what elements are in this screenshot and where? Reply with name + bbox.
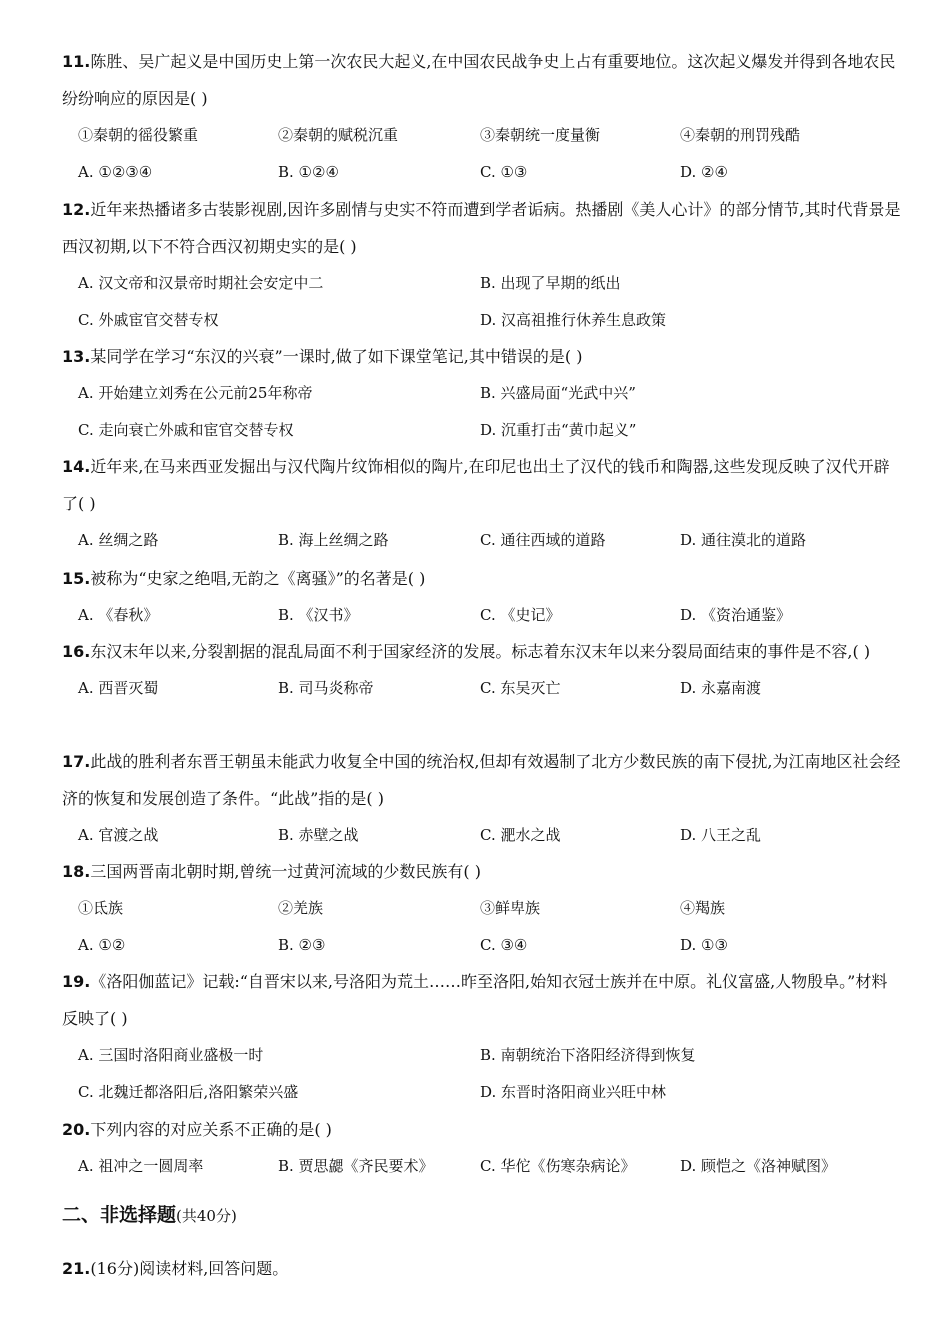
statement-item: ③鲜卑族 xyxy=(480,899,541,917)
option-a: A. 丝绸之路 xyxy=(78,531,159,549)
question-12 xyxy=(62,191,902,339)
option-d: D. ①③ xyxy=(680,936,728,954)
option-b: B. 《汉书》 xyxy=(278,606,359,624)
option-row xyxy=(62,1148,902,1185)
option-d: D. ②④ xyxy=(680,163,728,181)
question-21 xyxy=(62,1250,902,1287)
option-c: C. ①③ xyxy=(480,163,528,181)
option-b: B. 兴盛局面“光武中兴” xyxy=(480,384,636,402)
option-row xyxy=(62,670,902,707)
question-text: 《洛阳伽蓝记》记载:“自晋宋以来,号洛阳为荒土……昨至洛阳,始知衣冠士族并在中原。礼仪富盛,人物殷阜。”材料反映了( ) xyxy=(62,972,888,1028)
option-d: D. 东晋时洛阳商业兴旺中林 xyxy=(480,1083,667,1101)
question-text: 被称为“史家之绝唱,无韵之《离骚》”的名著是( ) xyxy=(90,569,426,588)
option-a: A. 祖冲之一圆周率 xyxy=(78,1157,204,1175)
question-text: 下列内容的对应关系不正确的是( ) xyxy=(90,1120,332,1139)
option-d: D. 通往漠北的道路 xyxy=(680,531,807,549)
option-b: B. 出现了早期的纸出 xyxy=(480,274,621,292)
question-number: 18. xyxy=(62,862,91,881)
section-heading xyxy=(62,1200,237,1227)
option-c: C. 华佗《伤寒杂病论》 xyxy=(480,1157,636,1175)
statement-item: ②秦朝的赋税沉重 xyxy=(278,126,399,144)
option-c: C. 淝水之战 xyxy=(480,826,561,844)
option-b: B. 贾思勰《齐民要术》 xyxy=(278,1157,434,1175)
option-row xyxy=(62,522,902,559)
section-score-note: (共40分) xyxy=(176,1207,237,1225)
question-text: 近年来,在马来西亚发掘出与汉代陶片纹饰相似的陶片,在印尼也出土了汉代的钱币和陶器,这些发现反映了汉代开辟了( ) xyxy=(62,457,890,513)
option-d: D. 永嘉南渡 xyxy=(680,679,762,697)
question-number: 20. xyxy=(62,1120,91,1139)
question-number: 17. xyxy=(62,752,91,771)
question-stem xyxy=(62,963,902,1037)
question-number: 11. xyxy=(62,52,91,71)
question-text: 陈胜、吴广起义是中国历史上第一次农民大起义,在中国农民战争史上占有重要地位。这次起义爆发并得到各地农民纷纷响应的原因是( ) xyxy=(62,52,896,108)
option-d: D. 《资治通鉴》 xyxy=(680,606,792,624)
option-c: C. 外戚宦官交替专权 xyxy=(78,311,219,329)
option-row xyxy=(62,1074,902,1111)
option-b: B. 南朝统治下洛阳经济得到恢复 xyxy=(480,1046,696,1064)
option-d: D. 八王之乱 xyxy=(680,826,762,844)
question-stem xyxy=(62,560,902,597)
question-stem xyxy=(62,1111,902,1148)
option-b: B. 赤壁之战 xyxy=(278,826,359,844)
question-20 xyxy=(62,1111,902,1185)
statement-item: ①秦朝的徭役繁重 xyxy=(78,126,199,144)
statement-item: ③秦朝统一度量衡 xyxy=(480,126,601,144)
question-14 xyxy=(62,448,902,559)
question-number: 14. xyxy=(62,457,91,476)
question-15 xyxy=(62,560,902,634)
option-row xyxy=(62,302,902,339)
option-c: C. ③④ xyxy=(480,936,528,954)
option-row xyxy=(62,1037,902,1074)
question-stem xyxy=(62,43,902,117)
section-title: 二、非选择题 xyxy=(62,1204,177,1226)
option-row xyxy=(62,375,902,412)
question-stem xyxy=(62,743,902,817)
option-c: C. 北魏迁都洛阳后,洛阳繁荣兴盛 xyxy=(78,1083,299,1101)
option-c: C. 通往西域的道路 xyxy=(480,531,606,549)
statement-item: ④秦朝的刑罚残酷 xyxy=(680,126,801,144)
question-17 xyxy=(62,743,902,854)
item-row xyxy=(62,890,902,927)
question-stem xyxy=(62,191,902,265)
option-d: D. 顾恺之《洛神赋图》 xyxy=(680,1157,837,1175)
item-row xyxy=(62,117,902,154)
option-a: A. 西晋灭蜀 xyxy=(78,679,159,697)
question-11 xyxy=(62,43,902,191)
option-a: A. 三国时洛阳商业盛极一时 xyxy=(78,1046,264,1064)
statement-item: ②羌族 xyxy=(278,899,324,917)
question-number: 13. xyxy=(62,347,91,366)
option-a: A. 《春秋》 xyxy=(78,606,159,624)
question-text: 东汉末年以来,分裂割据的混乱局面不利于国家经济的发展。标志着东汉末年以来分裂局面结束的事件是不容,( ) xyxy=(90,642,871,661)
question-16 xyxy=(62,633,902,707)
question-text: 近年来热播诸多古装影视剧,因许多剧情与史实不符而遭到学者诟病。热播剧《美人心计》的部分情节,其时代背景是西汉初期,以下不符合西汉初期史实的是( ) xyxy=(62,200,901,256)
option-a: A. ①②③④ xyxy=(78,163,153,181)
option-d: D. 汉高祖推行休养生息政策 xyxy=(480,311,667,329)
option-b: B. 司马炎称帝 xyxy=(278,679,374,697)
option-b: B. 海上丝绸之路 xyxy=(278,531,389,549)
option-row xyxy=(62,154,902,191)
question-number: 19. xyxy=(62,972,91,991)
option-b: B. ②③ xyxy=(278,936,326,954)
option-c: C. 东吴灭亡 xyxy=(480,679,561,697)
option-row xyxy=(62,927,902,964)
option-a: A. 官渡之战 xyxy=(78,826,159,844)
option-a: A. 开始建立刘秀在公元前25年称帝 xyxy=(78,384,313,402)
option-row xyxy=(62,597,902,634)
question-number: 12. xyxy=(62,200,91,219)
question-number: 16. xyxy=(62,642,91,661)
question-number: 15. xyxy=(62,569,91,588)
question-stem xyxy=(62,448,902,522)
option-d: D. 沉重打击“黄巾起义” xyxy=(480,421,637,439)
question-stem xyxy=(62,338,902,375)
option-c: C. 走向衰亡外戚和宦官交替专权 xyxy=(78,421,294,439)
option-row xyxy=(62,265,902,302)
question-13 xyxy=(62,338,902,449)
question-stem xyxy=(62,1250,902,1287)
option-a: A. ①② xyxy=(78,936,126,954)
option-b: B. ①②④ xyxy=(278,163,339,181)
question-18 xyxy=(62,853,902,964)
question-number: 21. xyxy=(62,1259,91,1278)
statement-item: ①氐族 xyxy=(78,899,124,917)
question-stem xyxy=(62,633,902,670)
statement-item: ④羯族 xyxy=(680,899,726,917)
question-text: 三国两晋南北朝时期,曾统一过黄河流域的少数民族有( ) xyxy=(90,862,482,881)
question-stem xyxy=(62,853,902,890)
option-a: A. 汉文帝和汉景帝时期社会安定中二 xyxy=(78,274,324,292)
question-19 xyxy=(62,963,902,1111)
question-text: 某同学在学习“东汉的兴衰”一课时,做了如下课堂笔记,其中错误的是( ) xyxy=(90,347,583,366)
question-text: 此战的胜利者东晋王朝虽未能武力收复全中国的统治权,但却有效遏制了北方少数民族的南下侵扰,为江南地区社会经济的恢复和发展创造了条件。“此战”指的是( ) xyxy=(62,752,901,808)
option-row xyxy=(62,412,902,449)
question-text: (16分)阅读材料,回答问题。 xyxy=(90,1259,289,1278)
option-c: C. 《史记》 xyxy=(480,606,561,624)
option-row xyxy=(62,817,902,854)
